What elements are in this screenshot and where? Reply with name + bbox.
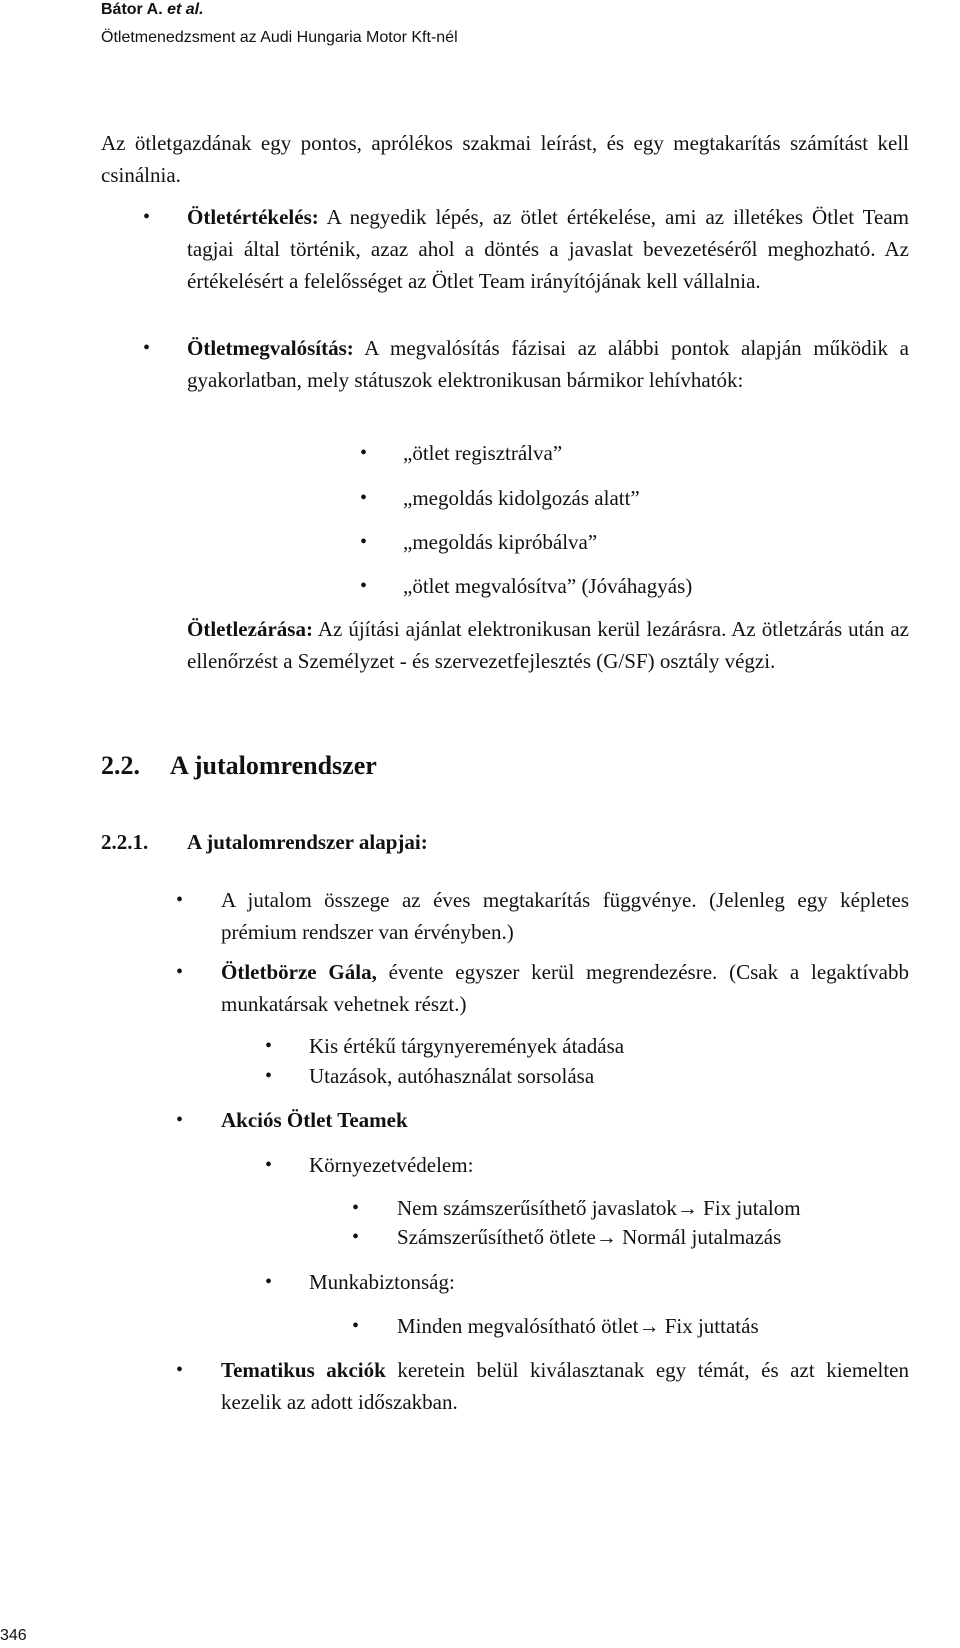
bullet-glyph: • (352, 1226, 360, 1248)
bullet-glyph: • (143, 337, 151, 359)
section-title: A jutalomrendszer (170, 751, 377, 780)
gala-subitem: Utazások, autóhasználat sorsolása (309, 1064, 595, 1088)
author-etal: et al. (167, 1, 204, 18)
bullet-glyph: • (176, 1359, 184, 1381)
bullet-glyph: • (360, 487, 368, 509)
status-item: „megoldás kidolgozás alatt” (403, 486, 640, 510)
bullet-otletmegvalositas (187, 332, 909, 396)
reward-thematic-text: keretein belül kiválasztanak egy témát, és azt kiemelten kezelik az adott időszakban. (221, 1358, 909, 1414)
safety-label: Munkabiztonság: (309, 1270, 455, 1294)
reward-item-thematic (221, 1354, 909, 1418)
bullet-glyph: • (176, 889, 184, 911)
reward-item-action-teams: Akciós Ötlet Teamek (221, 1108, 408, 1132)
env-label: Környezetvédelem: (309, 1153, 474, 1177)
bullet-glyph: • (352, 1315, 360, 1337)
running-header-title: Ötletmenedzsment az Audi Hungaria Motor Kft-nél (101, 29, 458, 46)
bullet-glyph: • (265, 1065, 273, 1087)
bullet-glyph: • (360, 531, 368, 553)
reward-item-gala (221, 956, 909, 1020)
bullet-glyph: • (352, 1197, 360, 1219)
intro-paragraph: Az ötletgazdának egy pontos, aprólékos szakmai leírást, és egy megtakarítás számítást kell csinálnia. (101, 131, 909, 187)
subsection-number: 2.2.1. (101, 830, 149, 854)
bullet-glyph: • (360, 575, 368, 597)
bullet-glyph: • (176, 961, 184, 983)
running-header-author (101, 0, 204, 20)
author-name: Bátor A. (101, 1, 163, 18)
bullet-label: Ötletértékelés: (187, 205, 319, 229)
reward-gala-text: évente egyszer kerül megrendezésre. (Csak a legaktívabb munkatársak vehetnek részt.) (221, 960, 909, 1016)
env-subitem: Nem számszerűsíthető javaslatok→ Fix jutalom (397, 1196, 801, 1220)
section-number: 2.2. (101, 751, 140, 780)
closing-label: Ötletlezárása: (187, 617, 313, 641)
safety-subitem: Minden megvalósítható ötlet→ Fix juttatás (397, 1314, 759, 1338)
bullet-glyph: • (265, 1035, 273, 1057)
section-heading (101, 749, 140, 783)
status-item: „ötlet megvalósítva” (Jóváhagyás) (403, 574, 693, 598)
closing-text: Az újítási ajánlat elektronikusan kerül lezárásra. Az ötletzárás után az ellenőrzést a Személyzet - és szervezetfejlesztés (G/SF) osztály végzi. (187, 617, 909, 673)
gala-subitem: Kis értékű tárgynyeremények átadása (309, 1034, 625, 1058)
reward-thematic-label: Tematikus akciók (221, 1358, 386, 1382)
subsection-title: A jutalomrendszer alapjai: (187, 830, 428, 854)
status-item: „megoldás kipróbálva” (403, 530, 598, 554)
reward-gala-label: Ötletbörze Gála, (221, 960, 377, 984)
bullet-text: A megvalósítás fázisai az alábbi pontok alapján működik a gyakorlatban, mely státuszok elektronikusan bármikor lehívhatók: (187, 336, 909, 392)
bullet-label: Ötletmegvalósítás: (187, 336, 354, 360)
bullet-text: A negyedik lépés, az ötlet értékelése, ami az illetékes Ötlet Team tagjai által történik, azaz ahol a döntés a javaslat bevezetéséről meghozható. Az értékelésért a felelősséget az Ötlet Team irányítójának kell vállalnia. (187, 205, 909, 293)
bullet-glyph: • (176, 1109, 184, 1131)
status-item: „ötlet regisztrálva” (403, 441, 563, 465)
closing-paragraph (187, 613, 909, 677)
bullet-glyph: • (265, 1154, 273, 1176)
bullet-otletertekeles (187, 201, 909, 297)
bullet-glyph: • (360, 442, 368, 464)
page-number: 346 (0, 1627, 27, 1644)
bullet-glyph: • (143, 206, 151, 228)
reward-item-amount: A jutalom összege az éves megtakarítás függvénye. (Jelenleg egy képletes prémium rendszer van érvényben.) (221, 888, 909, 944)
bullet-glyph: • (265, 1271, 273, 1293)
env-subitem: Számszerűsíthető ötlete→ Normál jutalmazás (397, 1225, 782, 1249)
